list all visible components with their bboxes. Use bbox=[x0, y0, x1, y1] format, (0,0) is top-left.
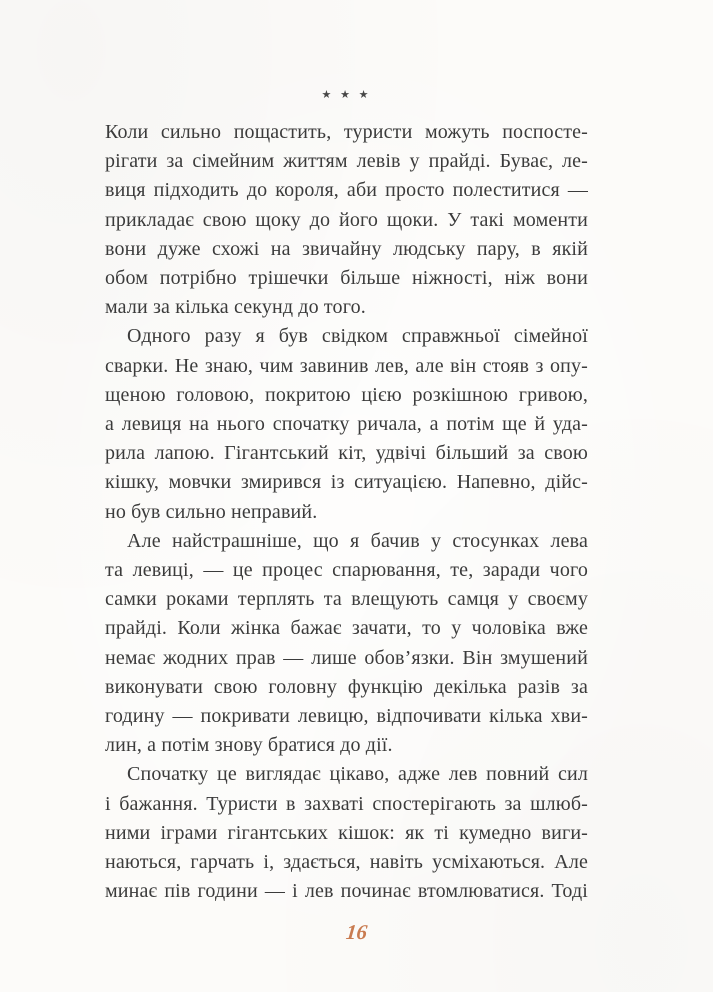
text-line: ними іграми гігантських кішок: як ті кумедно виги- bbox=[105, 821, 588, 844]
text-line: рила лапою. Гігантський кіт, удвічі більший за свою bbox=[105, 442, 588, 465]
text-line: виця підходить до короля, аби просто полеститися — bbox=[105, 179, 588, 202]
text-line: та левиці, — це процес спарювання, те, заради чого bbox=[105, 559, 588, 582]
text-line: прайді. Коли жінка бажає зачати, то у чоловіка вже bbox=[105, 617, 588, 640]
paragraph bbox=[105, 760, 588, 906]
text-line: минає пів години — і лев починає втомлюватися. Тоді bbox=[105, 880, 588, 903]
text-line: кішку, мовчки змирився із ситуацією. Напевно, дійс- bbox=[105, 471, 588, 494]
text-line: Коли сильно пощастить, туристи можуть поспосте- bbox=[105, 121, 588, 143]
text-line: годину — покривати левицю, відпочивати кілька хви- bbox=[105, 705, 588, 728]
section-break-stars: ★ ★ ★ bbox=[321, 89, 372, 101]
text-line: виконувати свою головну функцію декілька разів за bbox=[105, 675, 588, 698]
text-line: прикладає свою щоку до його щоки. У такі моменти bbox=[105, 208, 588, 231]
text-line: лин, а потім знову братися до дії. bbox=[105, 734, 393, 757]
text-line: щеною головою, покритою цією розкішною гривою, bbox=[105, 383, 588, 406]
text-block bbox=[105, 118, 588, 906]
text-line: Спочатку це виглядає цікаво, адже лев повний сил bbox=[127, 763, 588, 786]
paragraph bbox=[105, 527, 588, 761]
page-number: 16 bbox=[344, 920, 369, 944]
text-line: Але найстрашніше, що я бачив у стосунках лева bbox=[127, 529, 588, 552]
text-line: мали за кілька секунд до того. bbox=[105, 296, 366, 319]
text-line: Одного разу я був свідком справжньої сімейної bbox=[127, 325, 588, 348]
page-content bbox=[105, 0, 588, 906]
text-line: но був сильно неправий. bbox=[105, 500, 318, 523]
text-line: наються, гарчать і, здається, навіть усміхаються. Але bbox=[105, 851, 588, 874]
text-line: сварки. Не знаю, чим завинив лев, але він стояв з опу- bbox=[105, 354, 588, 377]
text-line: рігати за сімейним життям левів у прайді. Буває, ле- bbox=[105, 150, 588, 173]
text-line: і бажання. Туристи в захваті спостерігають за шлюб- bbox=[105, 792, 588, 815]
paragraph bbox=[105, 118, 588, 322]
text-line: самки роками терплять та влещують самця у своєму bbox=[105, 588, 588, 611]
text-line: а левиця на нього спочатку ричала, а потім ще й уда- bbox=[105, 413, 588, 436]
paragraph bbox=[105, 322, 588, 526]
text-line: немає жодних прав — лише обов’язки. Він змушений bbox=[105, 646, 588, 669]
text-line: обом потрібно трішечки більше ніжності, ніж вони bbox=[105, 267, 588, 290]
text-line: вони дуже схожі на звичайну людську пару, в якій bbox=[105, 237, 588, 260]
